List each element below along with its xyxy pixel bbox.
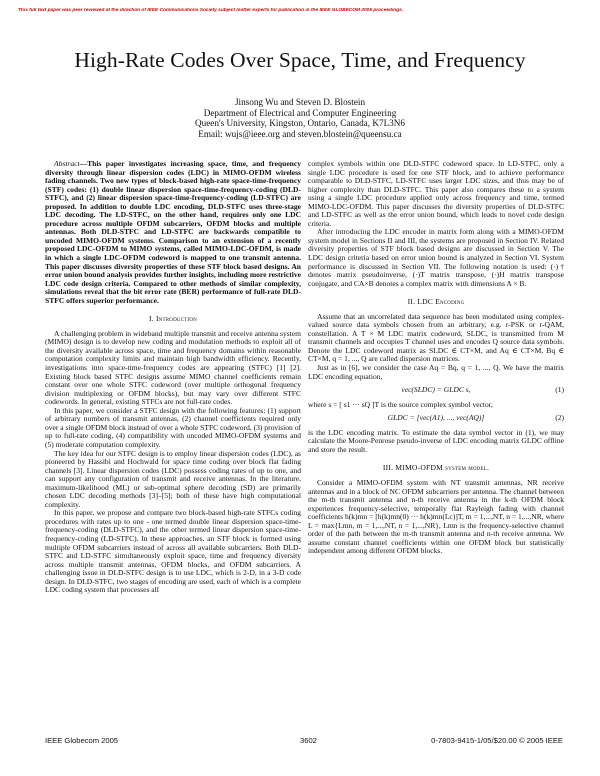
abstract-label: Abstract [54,159,80,168]
page-footer [45,736,563,748]
equation-body: GLDC = [vec(A1), ..., vec(AQ)] [387,413,485,423]
paragraph: In this paper, we consider a STFC design with the following features: (1) support of arbitrary numbers of transmit antennas, (2) channel coefficients required only over a single OFDM block instead of over a whole STFC codeword, (3) provision of up to full-rate coding, (4) compatibility with uncoded MIMO-OFDM systems and (5) moderate computation complexity. [45,405,301,449]
equation-number: (1) [555,385,564,395]
paragraph: complex symbols within one DLD-STFC codeword space. In LD-STFC, only a single LDC procedure is used for one STF block, and to achieve performance comparable to DLD-STFC, LD-STFC uses larger LDC sizes, and thus may be of higher complexity than DLD-STFC. This paper also compares these to a system using a single LDC procedure applied only across frequency and time, termed MIMO-LDC-OFDM. This paper discusses the diversity properties of DLD-STFC and LD-STFC as well as the error union bound, which leads to novel code design criteria. [308,159,564,228]
peer-review-note: This full text paper was peer reviewed at the direction of IEEE Communications Society subject matter experts for publication in the IEEE GLOBECOM 2005 proceedings. [18,8,404,13]
footer-conference: IEEE Globecom 2005 [45,736,119,745]
footer-page-number: 3602 [300,736,317,745]
paragraph: Assume that an uncorrelated data sequence has been modulated using complex-valued source data symbols chosen from an arbitrary, e.g. r-PSK or r-QAM, constellation. A T × M LDC matrix codeword, SLDC, is transmitted from M transmit channels and occupies T channel uses and encodes Q source data symbols. Denote the LDC codeword matrix as SLDC ∈ CT×M, and Aq ∈ CT×M, Bq ∈ CT×M, q = 1, ..., Q are called dispersion matrices. [308,311,564,364]
author-department: Department of Electrical and Computer Engineering [203,107,397,118]
equation-number: (2) [555,413,564,423]
equation-body: vec(SLDC) = GLDC s, [401,385,471,395]
equation-2 [308,414,564,423]
section-heading-introduction: I. Introduction [149,314,197,324]
paragraph: where s = [ s1 ··· sQ ]T is the source complex symbol vector, [308,399,493,409]
abstract [45,160,301,305]
paragraph: Just as in [6], we consider the case Aq = Bq, q = 1, ..., Q. We have the matrix LDC encoding equation, [308,363,564,381]
left-column [45,160,301,595]
paragraph: Consider a MIMO-OFDM system with NT transmit antennas, NR receive antennas and in a block of NC OFDM subcarriers per antenna. The channel between the m-th transmit antenna and n-th receive antenna in the k-th OFDM block experiences frequency-selective, temporally flat Rayleigh fading with channel coefficients h(k)mn = [h(k)mn(0) ··· h(k)mn(Lc)]T, m = 1,...,NT, n = 1,...,NR, where L = max{Lmn, m = 1,...,NT, n = 1,...,NR}, Lmn is the frequency-selective channel order of the path between the m-th transmit antenna and n-th receive antenna. We assume constant channel coefficients within one OFDM block but statistically independent among different OFDM blocks. [308,477,564,556]
section-heading-ldc-encoding: II. LDC Encoding [407,297,465,307]
paragraph: The key idea for our STFC design is to employ linear dispersion codes (LDC), as pioneered by Hassibi and Hochwald for space time coding over block flat fading channels [3]. Linear dispersion codes (LDC) possess coding rates of up to one, and can support any configuration of transmit and receive antennas. In the literature, maximum-likelihood (ML) or sub-optimal sphere decoding (SD) are primarily chosen LDC decoding methods [3]–[5]; both of these have high computational complexity. [45,448,301,509]
paragraph: In this paper, we propose and compare two block-based high-rate STFCs coding procedures with rates up to one - one termed double linear dispersion space-time-frequency-coding (DLD-STFC), and the other termed linear dispersion space-time-frequency-coding (LD-STFC). In these approaches, an STF block is formed using multiple OFDM subcarriers instead of across all available subcarriers. Both DLD-STFC and LD-STFC simultaneously exploit space, time and frequency diversity across multiple transmit antennas, OFDM blocks, and OFDM subcarriers. A challenging issue in DLD-STFC design is to use LDC, which is 2-D, in a 3-D code design. In DLD-STFC, two stages of encoding are used, each of which is a complete LDC coding system that processes all [45,508,301,595]
abstract-text: —This paper investigates increasing space, time, and frequency diversity through linear dispersion codes (LDC) in MIMO-OFDM wireless fading channels. Two new types of block-based high-rate space-time-frequency (STF) codes: (1) double linear dispersion space-time-frequency-coding (DLD-STFC), and (2) linear dispersion space-time-frequency-coding (LD-STFC) are proposed. In addition to double LDC encoding, DLD-STFC uses three-stage LDC decoding. The LD-STFC, on the other hand, requires only one LDC procedure across multiple OFDM subcarriers, OFDM blocks and multiple antennas. Both DLD-STFC and LD-STFC are backwards compatible to uncoded MIMO-OFDM systems. Comparison to an extension of a recently proposed LDC-OFDM to MIMO systems, called MIMO-LDC-OFDM, is made in which a single LDC-OFDM codeword is mapped to one transmit antenna. This paper discusses diversity properties of these STF block based designs. An error union bound analysis provides further insights, including more restrictive LDC code design criteria. Compared to other methods of similar complexity, simulations reveal that the bit error rate (BER) performance of full-rate DLD-STFC offers superior performance. [45,159,301,305]
author-university: Queen's University, Kingston, Ontario, Canada, K7L3N6 [194,118,406,129]
paragraph: A challenging problem in wideband multiple transmit and receive antenna system (MIMO) design is to develop new coding and modulation methods to exploit all of the diversity available across space, time and frequency domains within reasonable computation complexity limits and maintain high bandwidth efficiency. Recently, investigations into space-time-frequency codes are appearing (STFC) [1] [2]. Existing block based STFC designs assume MIMO channel coefficients remain constant over one whole STFC codeword (over multiple orthogonal frequency division multiplexing or OFDM blocks), but may vary over different STFC codewords. In general, existing STFCs are not full-rate codes. [45,328,301,407]
paper-title: High-Rate Codes Over Space, Time, and Frequency [74,48,526,72]
section-heading-mimo-ofdm: III. MIMO-OFDM system model. [382,463,490,473]
paragraph: After introducing the LDC encoder in matrix form along with a MIMO-OFDM system model in Sections II and III, the systems are proposed in Section IV. Related diversity properties of STF block based designs are discussed in Section V. The LDC design criteria based on error union bound is analyzed in Section VI. System performance is discussed in Section VII. The following notation is used: (·)† denotes matrix pseudoinverse, (·)T matrix transpose, (·)H matrix transpose conjugate, and CA×B denotes a complex matrix with dimensions A × B. [308,227,564,288]
equation-1 [308,386,564,395]
footer-copyright: 0-7803-9415-1/05/$20.00 © 2005 IEEE [431,736,563,745]
right-column [308,160,564,556]
paragraph: is the LDC encoding matrix. To estimate the data symbol vector in (1), we may calculate the Moore-Penrose pseudo-inverse of LDC encoding matrix GLDC offline and store the result. [308,427,564,454]
author-email: Email: wujs@ieee.org and steven.blostein@queensu.ca [198,128,402,139]
author-names: Jinsong Wu and Steven D. Blostein [234,97,366,107]
author-block [0,97,600,139]
